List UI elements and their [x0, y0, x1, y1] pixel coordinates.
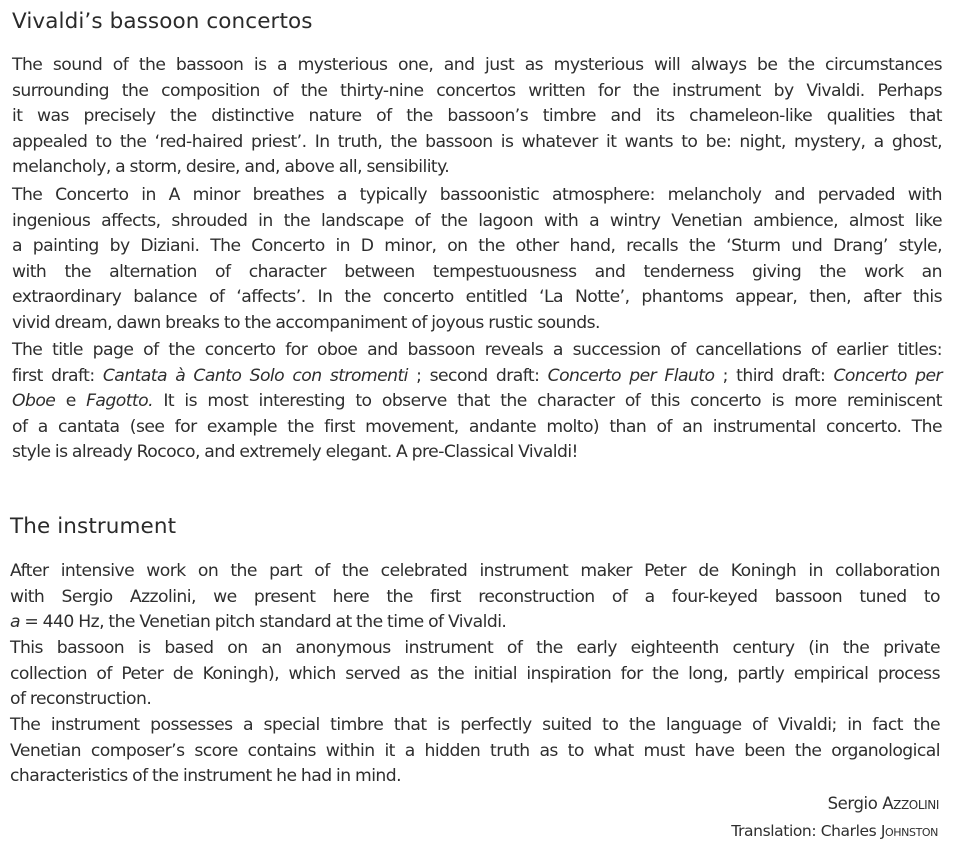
paragraph-concerto-a-minor: [12, 183, 942, 337]
translation-credit: [731, 820, 938, 842]
text-line: melancholy, a storm, desire, and, above all, sensibility.: [12, 157, 450, 178]
translation-label: Translation: Charles: [731, 822, 881, 840]
text-line: Venetian composer’s score contains within it a hidden truth as to what must have been the organological: [10, 740, 940, 761]
italic-title: Concerto per: [833, 365, 942, 386]
text-line: collection of Peter de Koningh), which served as the initial inspiration for the long, partly empirical process: [10, 663, 940, 684]
text-run: ; second draft:: [407, 365, 548, 386]
italic-title: Concerto per Flauto: [547, 365, 715, 386]
translator-last-name: Johnston: [880, 822, 938, 840]
italic-symbol: a: [10, 612, 20, 633]
italic-title: Fagotto.: [86, 391, 153, 412]
italic-title: Oboe: [12, 391, 56, 412]
text-line: a painting by Diziani. The Concerto in D minor, on the other hand, recalls the ‘Sturm und Drang’ style,: [12, 236, 942, 257]
text-line: After intensive work on the part of the celebrated instrument maker Peter de Koningh in collaboration: [10, 561, 940, 581]
text-line: The Concerto in A minor breathes a typically bassoonistic atmosphere: melancholy and pervaded with: [12, 185, 942, 205]
text-line: [12, 389, 942, 415]
author-last-name: Azzolini: [882, 794, 939, 813]
author-signature: [828, 793, 939, 815]
text-run: ; third draft:: [714, 365, 834, 386]
text-run: It is most interesting to observe that the character of this concerto is more reminiscent: [153, 391, 942, 412]
paragraph-anonymous-instrument: [10, 636, 940, 713]
section-heading-bassoon-concertos: Vivaldi’s bassoon concertos: [12, 9, 313, 34]
paragraph-title-page: [12, 338, 942, 466]
italic-title: Cantata à Canto Solo con stromenti: [102, 365, 408, 386]
text-run: = 440 Hz, the Venetian pitch standard at the time of Vivaldi.: [19, 612, 507, 633]
author-first-name: Sergio: [827, 794, 883, 813]
text-line: ingenious affects, shrouded in the landscape of the lagoon with a wintry Venetian ambience, almost like: [12, 210, 942, 231]
text-line: surrounding the composition of the thirty-nine concertos written for the instrument by Vivaldi. Perhaps: [12, 80, 942, 101]
text-line: style is already Rococo, and extremely elegant. A pre-Classical Vivaldi!: [12, 442, 578, 463]
text-line: The title page of the concerto for oboe and bassoon reveals a succession of cancellations of earlier titles:: [12, 340, 942, 360]
text-line: with the alternation of character between tempestuousness and tenderness giving the work an: [12, 261, 942, 282]
text-line: characteristics of the instrument he had in mind.: [10, 766, 402, 787]
text-line: vivid dream, dawn breaks to the accompaniment of joyous rustic sounds.: [12, 312, 600, 333]
text-line: of a cantata (see for example the first movement, andante molto) than of an instrumental concerto. The: [12, 416, 942, 437]
text-line: [10, 610, 940, 636]
text-line: The sound of the bassoon is a mysterious one, and just as mysterious will always be the circumstances: [12, 55, 942, 75]
text-run: first draft:: [12, 365, 103, 386]
paragraph-sound-of-bassoon: [12, 53, 942, 181]
text-line: appealed to the ‘red-haired priest’. In truth, the bassoon is whatever it wants to be: night, mystery, a ghost,: [12, 131, 942, 152]
paragraph-intensive-work: [10, 559, 940, 636]
text-line: This bassoon is based on an anonymous instrument of the early eighteenth century (in the private: [10, 638, 940, 658]
text-line: extraordinary balance of ‘affects’. In the concerto entitled ‘La Notte’, phantoms appear, then, after this: [12, 287, 942, 308]
text-line: The instrument possesses a special timbre that is perfectly suited to the language of Vivaldi; in fact the: [10, 715, 940, 735]
section-heading-instrument: The instrument: [10, 514, 177, 539]
text-line: with Sergio Azzolini, we present here the first reconstruction of a four-keyed bassoon tuned to: [10, 586, 940, 607]
text-line: it was precisely the distinctive nature of the bassoon’s timbre and its chameleon-like qualities that: [12, 106, 942, 127]
text-line: of reconstruction.: [10, 689, 152, 710]
text-run: e: [55, 391, 87, 412]
text-line: [12, 364, 942, 390]
paragraph-special-timbre: [10, 713, 940, 790]
